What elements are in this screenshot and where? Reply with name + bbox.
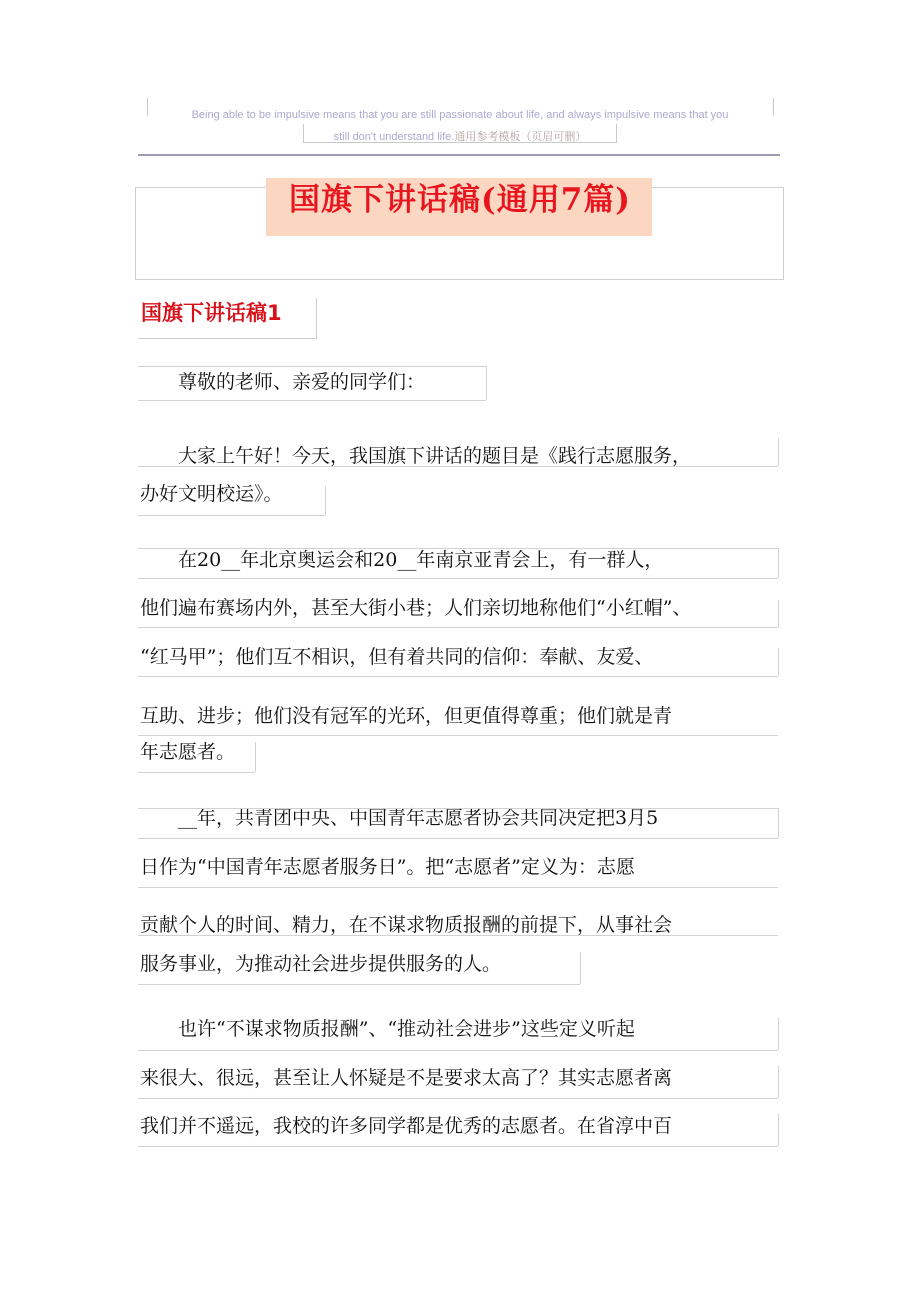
body-line: 在20__年北京奥运会和20__年南京亚青会上，有一群人， (140, 549, 664, 571)
frame-line (778, 808, 779, 838)
frame-line (138, 772, 255, 773)
frame-line (138, 366, 486, 367)
header-line-2-cn: 通用参考模板（页眉可删） (454, 131, 587, 143)
body-line: 年志愿者。 (140, 741, 236, 763)
frame-line (138, 676, 778, 677)
body-line: 也许“不谋求物质报酬”、“推动社会进步”这些定义听起 (140, 1018, 635, 1040)
frame-line (778, 548, 779, 578)
body-line: 办好文明校运》。 (140, 483, 283, 505)
body-line: 日作为“中国青年志愿者服务日”。把“志愿者”定义为：志愿 (140, 856, 635, 878)
frame-line (138, 548, 778, 549)
body-line: 尊敬的老师、亲爱的同学们： (140, 371, 426, 393)
body-line: 服务事业，为推动社会进步提供服务的人。 (140, 953, 502, 975)
frame-line (138, 1098, 778, 1099)
frame-line (138, 400, 486, 401)
frame-line (138, 935, 778, 936)
header-line-2-en: still don't understand life. (333, 131, 455, 143)
frame-line (138, 838, 778, 839)
frame-line (486, 366, 487, 400)
frame-line (138, 515, 325, 516)
header-rule (138, 154, 780, 156)
header-frame-bottom (303, 124, 617, 143)
frame-line (778, 1114, 779, 1146)
frame-line (778, 1066, 779, 1098)
frame-line (325, 486, 326, 515)
frame-line (580, 952, 581, 984)
body-line: 互助、进步；他们没有冠军的光环，但更值得尊重；他们就是青 (140, 705, 673, 727)
document-title: 国旗下讲话稿(通用7篇) (289, 182, 631, 218)
body-line: 我们并不遥远，我校的许多同学都是优秀的志愿者。在省淳中百 (140, 1115, 673, 1137)
frame-line (138, 735, 778, 736)
frame-line (138, 808, 778, 809)
frame-line (138, 984, 580, 985)
header-line-1: Being able to be impulsive means that you are still passionate about life, and always impulsive means that you (191, 109, 729, 121)
frame-line (778, 600, 779, 627)
frame-line (138, 887, 778, 888)
body-line: 贡献个人的时间、精力，在不谋求物质报酬的前提下，从事社会 (140, 914, 673, 936)
body-line: __年，共青团中央、中国青年志愿者协会共同决定把3月5 (140, 807, 659, 829)
body-line: 他们遍布赛场内外，甚至大街小巷；人们亲切地称他们“小红帽”、 (140, 597, 692, 619)
body-line: 来很大、很远，甚至让人怀疑是不是要求太高了？其实志愿者离 (140, 1067, 673, 1089)
frame-line (255, 742, 256, 772)
frame-line (138, 1050, 778, 1051)
body-line: 大家上午好！今天，我国旗下讲话的题目是《践行志愿服务， (140, 445, 692, 467)
frame-line (138, 1146, 778, 1147)
frame-line (138, 627, 778, 628)
body-line: “红马甲”；他们互不相识，但有着共同的信仰：奉献、友爱、 (140, 646, 654, 668)
frame-line (778, 438, 779, 466)
frame-line (138, 466, 778, 467)
section-heading: 国旗下讲话稿1 (141, 301, 282, 325)
frame-line (138, 578, 778, 579)
frame-line (778, 1018, 779, 1050)
frame-line (778, 648, 779, 676)
